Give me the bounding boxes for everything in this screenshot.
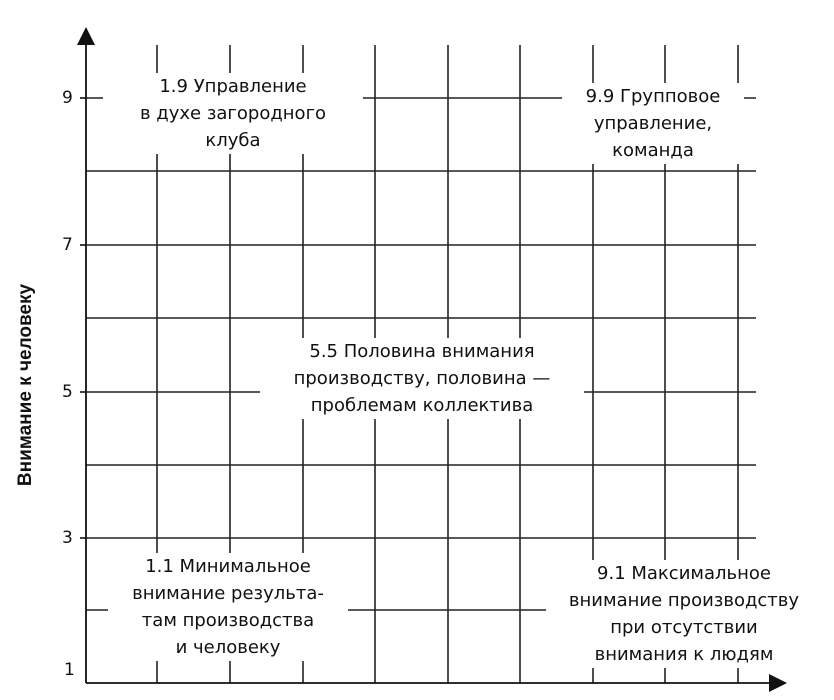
zone-authority-compliance: 9.1 Максимальное внимание производству при отсутствии внимания к людям bbox=[546, 560, 822, 668]
zone-impoverished: 1.1 Минимальное внимание результа- там производства и человеку bbox=[108, 553, 348, 661]
y-axis-label: Внимание к человеку bbox=[15, 283, 36, 487]
zone-country-club: 1.9 Управление в духе загородного клуба bbox=[103, 73, 363, 154]
zone-middle-of-the-road: 5.5 Половина внимания производству, половина — проблемам коллектива bbox=[260, 338, 584, 419]
zone-team: 9.9 Групповое управление, команда bbox=[562, 83, 744, 164]
y-tick-label: 9 bbox=[62, 88, 73, 108]
y-tick-label: 3 bbox=[62, 528, 73, 548]
y-tick-label: 5 bbox=[62, 382, 73, 402]
y-tick-label: 1 bbox=[64, 660, 75, 680]
y-tick-label: 7 bbox=[62, 235, 73, 255]
